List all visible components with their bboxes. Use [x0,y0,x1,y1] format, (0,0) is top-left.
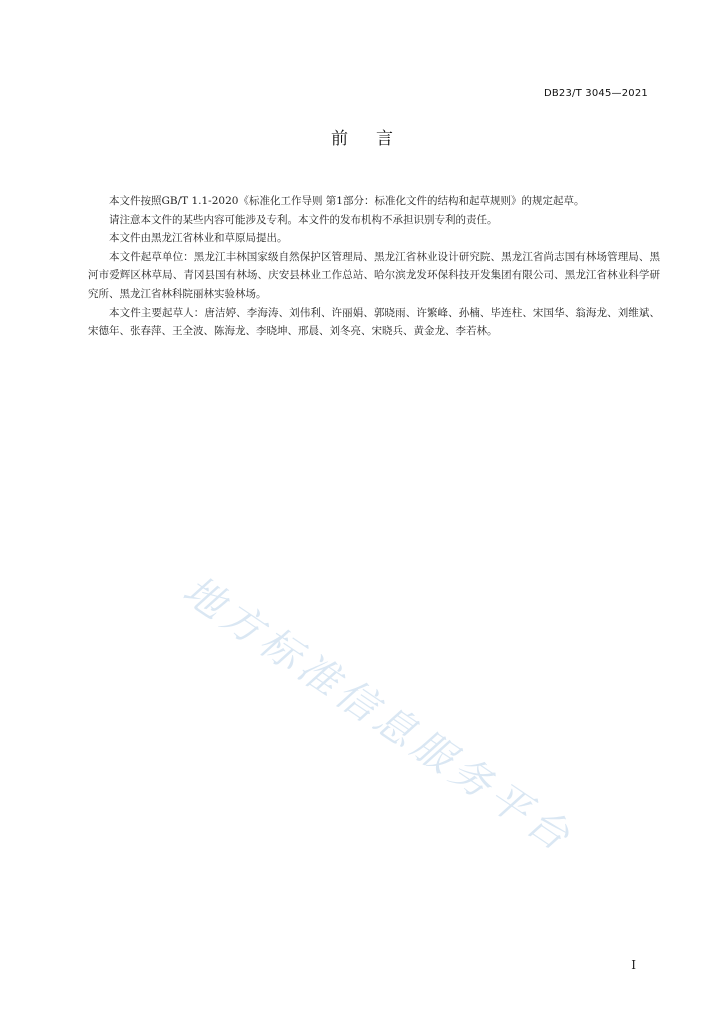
watermark: 地方标准信息服务平台 [174,567,582,863]
document-code: DB23/T 3045—2021 [543,88,648,99]
paragraph-drafting-units: 本文件起草单位：黑龙江丰林国家级自然保护区管理局、黑龙江省林业设计研究院、黑龙江省尚志国有林场管理局、黑河市爱辉区林草局、青冈县国有林场、庆安县林业工作总站、哈尔滨龙发环保科技开发集团有限公司、黑龙江省林业科学研究所、黑龙江省林科院丽林实验林场。 [88,250,660,300]
paragraph-drafters: 本文件主要起草人：唐洁婷、李海涛、刘伟利、许丽娟、郭晓雨、许繁峰、孙楠、毕连柱、宋国华、翁海龙、刘维斌、宋德年、张春萍、王全波、陈海龙、李晓坤、邢晨、刘冬亮、宋晓兵、黄金龙、李若林。 [88,306,660,338]
paragraph-proposer: 本文件由黑龙江省林业和草原局提出。 [109,232,288,245]
paragraph-drafting-rules: 本文件按照GB/T 1.1-2020《标准化工作导则 第1部分：标准化文件的结构和起草规则》的规定起草。 [109,195,585,207]
foreword-body [88,192,660,341]
section-title: 前言 [331,129,421,149]
page-number: I [631,958,636,972]
paragraph-patent-notice: 请注意本文件的某些内容可能涉及专利。本文件的发布机构不承担识别专利的责任。 [109,213,498,226]
